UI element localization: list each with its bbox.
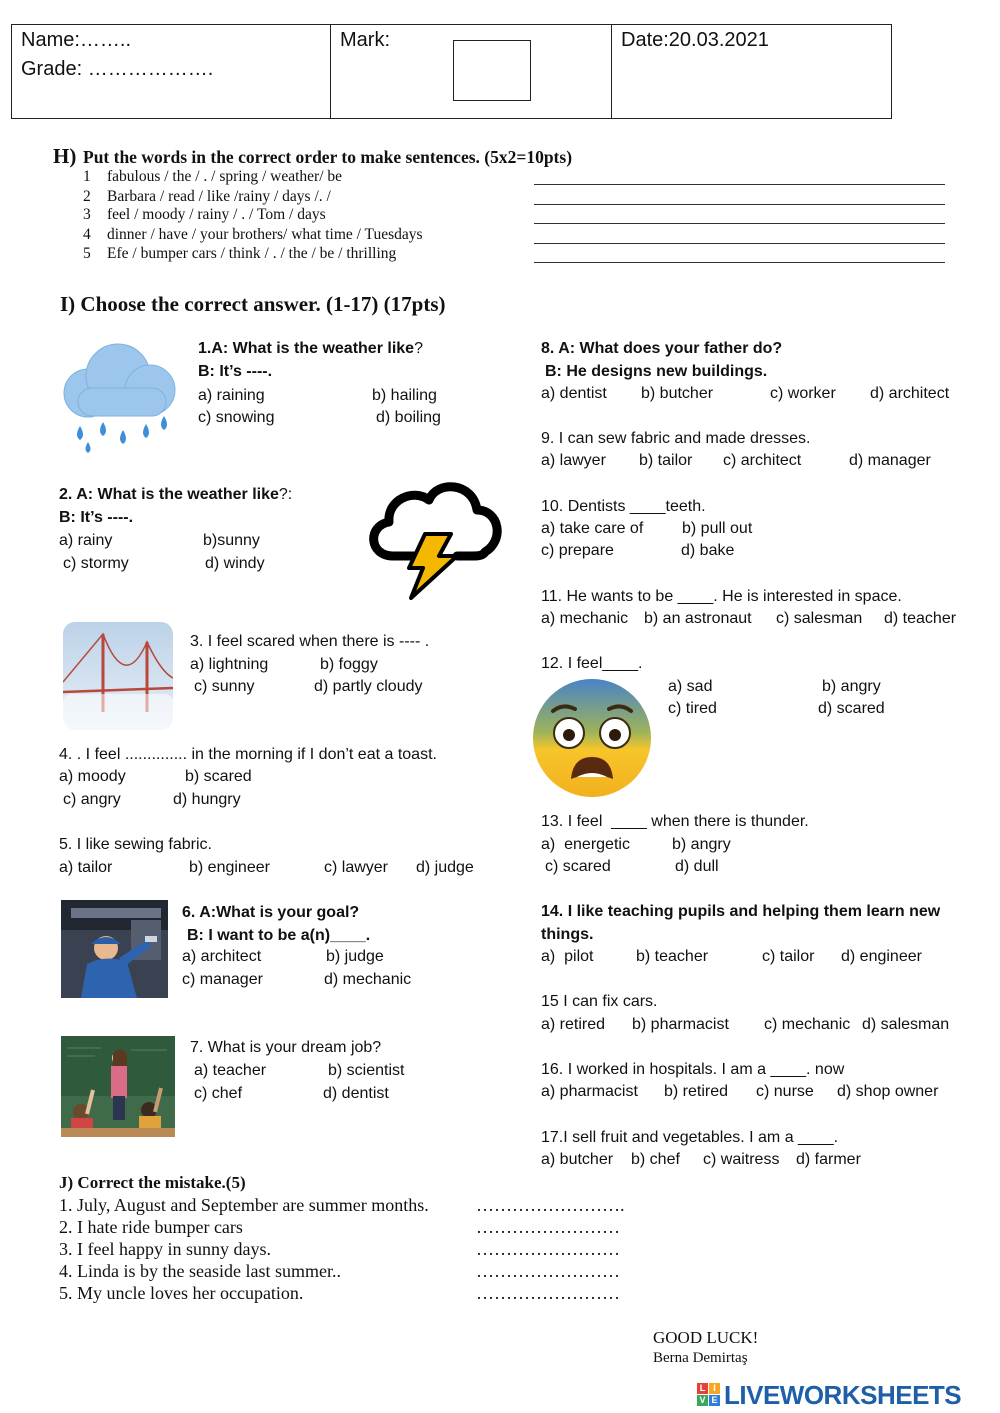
question-9-option-b[interactable]: b) tailor bbox=[639, 452, 693, 469]
section-h-item: 1 fabulous / the / . / spring / weather/ be bbox=[83, 168, 343, 185]
question-16-stem: 16. I worked in hospitals. I am a ____. now bbox=[541, 1061, 845, 1078]
question-3-stem: 3. I feel scared when there is ---- . bbox=[190, 633, 430, 650]
answer-line[interactable] bbox=[534, 223, 945, 224]
rain-cloud-icon bbox=[58, 338, 183, 458]
question-7-option-d[interactable]: d) dentist bbox=[323, 1085, 389, 1102]
question-15-option-d[interactable]: d) salesman bbox=[862, 1016, 950, 1033]
question-4-option-c[interactable]: c) angry bbox=[63, 791, 121, 808]
question-16-option-d[interactable]: d) shop owner bbox=[837, 1083, 939, 1100]
section-j-item: 1. July, August and September are summer months. bbox=[59, 1195, 429, 1215]
section-h-letter: H) bbox=[53, 144, 77, 168]
mark-cell bbox=[331, 25, 612, 118]
question-5-option-d[interactable]: d) judge bbox=[416, 859, 474, 876]
question-1-stem-b: B: It’s ----. bbox=[198, 362, 273, 380]
question-12-option-a[interactable]: a) sad bbox=[668, 678, 713, 695]
section-j-item: 3. I feel happy in sunny days. bbox=[59, 1239, 271, 1259]
question-17-option-b[interactable]: b) chef bbox=[631, 1151, 680, 1168]
question-5-option-c[interactable]: c) lawyer bbox=[324, 859, 389, 876]
correction-answer-field[interactable]: …………………… bbox=[476, 1239, 620, 1259]
author-name: Berna Demirtaş bbox=[653, 1350, 748, 1366]
question-12-option-d[interactable]: d) scared bbox=[818, 700, 885, 717]
question-9-option-a[interactable]: a) lawyer bbox=[541, 452, 606, 469]
question-2-stem-b: B: It’s ----. bbox=[59, 508, 134, 526]
question-7-stem: 7. What is your dream job? bbox=[190, 1039, 382, 1056]
name-field[interactable]: Name:…….. bbox=[21, 29, 132, 51]
question-8-option-b[interactable]: b) butcher bbox=[641, 385, 714, 402]
good-luck-text: GOOD LUCK! bbox=[653, 1328, 759, 1347]
question-16-option-b[interactable]: b) retired bbox=[664, 1083, 729, 1100]
question-7-option-b[interactable]: b) scientist bbox=[328, 1062, 405, 1079]
foggy-bridge-icon bbox=[63, 622, 173, 730]
question-7-option-c[interactable]: c) chef bbox=[194, 1085, 243, 1102]
question-8-stem-b: B: He designs new buildings. bbox=[545, 362, 768, 380]
question-14-option-d[interactable]: d) engineer bbox=[841, 948, 922, 965]
liveworksheets-badge-icon: L I V E bbox=[697, 1383, 721, 1407]
question-8-option-a[interactable]: a) dentist bbox=[541, 385, 607, 402]
question-10-option-c[interactable]: c) prepare bbox=[541, 542, 614, 559]
answer-line[interactable] bbox=[534, 184, 945, 185]
question-13-option-a[interactable]: a) energetic bbox=[541, 836, 630, 853]
section-j-title: J) Correct the mistake.(5) bbox=[59, 1173, 246, 1192]
question-1-option-c[interactable]: c) snowing bbox=[198, 409, 275, 426]
question-13-option-c[interactable]: c) scared bbox=[545, 858, 611, 875]
question-11-stem: 11. He wants to be ____. He is interested in space. bbox=[541, 588, 902, 605]
question-2-option-b[interactable]: b)sunny bbox=[203, 532, 260, 549]
section-i-title: I) Choose the correct answer. (1-17) (17pts) bbox=[60, 292, 446, 316]
storm-cloud-icon bbox=[365, 476, 505, 600]
question-8-option-c[interactable]: c) worker bbox=[770, 385, 836, 402]
question-16-option-c[interactable]: c) nurse bbox=[756, 1083, 814, 1100]
classroom-photo bbox=[61, 1036, 175, 1137]
question-6-stem-b: B: I want to be a(n)____. bbox=[187, 926, 371, 944]
question-17-option-a[interactable]: a) butcher bbox=[541, 1151, 614, 1168]
liveworksheets-logo[interactable] bbox=[697, 1380, 997, 1410]
date-cell bbox=[612, 25, 891, 118]
answer-line[interactable] bbox=[534, 204, 945, 205]
question-10-option-d[interactable]: d) bake bbox=[681, 542, 735, 559]
liveworksheets-wordmark: LIVEWORKSHEETS bbox=[724, 1380, 962, 1410]
question-14-option-b[interactable]: b) teacher bbox=[636, 948, 709, 965]
section-j-item: 4. Linda is by the seaside last summer.. bbox=[59, 1261, 341, 1281]
correction-answer-field[interactable]: …………………… bbox=[476, 1283, 620, 1303]
section-h-title: Put the words in the correct order to make sentences. (5x2=10pts) bbox=[83, 147, 573, 167]
question-1-option-d[interactable]: d) boiling bbox=[376, 409, 441, 426]
question-11-option-b[interactable]: b) an astronaut bbox=[644, 610, 752, 627]
question-17-option-d[interactable]: d) farmer bbox=[796, 1151, 861, 1168]
question-4-stem: 4. . I feel .............. in the morning if I don’t eat a toast. bbox=[59, 746, 437, 763]
correction-answer-field[interactable]: …………………… bbox=[476, 1217, 620, 1237]
question-5-option-b[interactable]: b) engineer bbox=[189, 859, 270, 876]
section-h-item: 2 Barbara / read / like /rainy / days /. / bbox=[83, 188, 331, 205]
question-15-stem: 15 I can fix cars. bbox=[541, 993, 658, 1010]
question-3-option-b[interactable]: b) foggy bbox=[320, 656, 378, 673]
question-3-option-c[interactable]: c) sunny bbox=[194, 678, 255, 695]
question-8 bbox=[541, 338, 782, 383]
correction-answer-field[interactable]: …………………… bbox=[476, 1261, 620, 1281]
question-9-option-c[interactable]: c) architect bbox=[723, 452, 802, 469]
question-5-option-a[interactable]: a) tailor bbox=[59, 859, 113, 876]
question-15-option-b[interactable]: b) pharmacist bbox=[632, 1016, 729, 1033]
question-6-option-d[interactable]: d) mechanic bbox=[324, 971, 412, 988]
section-j-item: 5. My uncle loves her occupation. bbox=[59, 1283, 304, 1303]
question-16-option-a[interactable]: a) pharmacist bbox=[541, 1083, 638, 1100]
section-h-item: 3 feel / moody / rainy / . / Tom / days bbox=[83, 206, 326, 223]
question-2-option-d[interactable]: d) windy bbox=[205, 555, 265, 572]
question-14-option-a[interactable]: a) pilot bbox=[541, 948, 594, 965]
question-3-option-d[interactable]: d) partly cloudy bbox=[314, 678, 423, 695]
question-13-option-b[interactable]: b) angry bbox=[672, 836, 731, 853]
correction-answer-field[interactable]: ……………………. bbox=[476, 1195, 625, 1215]
question-4-option-d[interactable]: d) hungry bbox=[173, 791, 241, 808]
question-7-option-a[interactable]: a) teacher bbox=[194, 1062, 267, 1079]
question-6-option-a[interactable]: a) architect bbox=[182, 948, 262, 965]
grade-field[interactable]: Grade: ………………. bbox=[21, 58, 214, 80]
question-15-option-c[interactable]: c) mechanic bbox=[764, 1016, 851, 1033]
question-6 bbox=[182, 902, 370, 947]
question-11-option-a[interactable]: a) mechanic bbox=[541, 610, 629, 627]
question-15-option-a[interactable]: a) retired bbox=[541, 1016, 606, 1033]
question-12-option-c[interactable]: c) tired bbox=[668, 700, 717, 717]
question-6-stem: 6. A:What is your goal? bbox=[182, 904, 360, 921]
question-5-stem: 5. I like sewing fabric. bbox=[59, 836, 212, 853]
question-4-option-a[interactable]: a) moody bbox=[59, 768, 126, 785]
scared-face-emoji-icon bbox=[531, 677, 653, 799]
question-12-option-b[interactable]: b) angry bbox=[822, 678, 881, 695]
question-14 bbox=[541, 901, 940, 946]
question-1: 1.A: What is the weather like? B: It’s ----. bbox=[198, 338, 423, 383]
question-1-option-a[interactable]: a) raining bbox=[198, 387, 265, 404]
question-10-option-a[interactable]: a) take care of bbox=[541, 520, 644, 537]
question-2-option-a[interactable]: a) rainy bbox=[59, 532, 113, 549]
question-1-stem: 1.A: What is the weather like bbox=[198, 340, 415, 357]
question-11-option-d[interactable]: d) teacher bbox=[884, 610, 957, 627]
question-10-option-b[interactable]: b) pull out bbox=[682, 520, 753, 537]
question-9-stem: 9. I can sew fabric and made dresses. bbox=[541, 430, 811, 447]
question-6-option-c[interactable]: c) manager bbox=[182, 971, 263, 988]
mark-box bbox=[453, 40, 531, 101]
question-8-option-d[interactable]: d) architect bbox=[870, 385, 950, 402]
question-9-option-d[interactable]: d) manager bbox=[849, 452, 931, 469]
question-1-option-b[interactable]: b) hailing bbox=[372, 387, 437, 404]
question-14-option-c[interactable]: c) tailor bbox=[762, 948, 815, 965]
question-4-option-b[interactable]: b) scared bbox=[185, 768, 252, 785]
mark-label: Mark: bbox=[340, 29, 390, 51]
question-11-option-c[interactable]: c) salesman bbox=[776, 610, 863, 627]
section-h-item: 4 dinner / have / your brothers/ what time / Tuesdays bbox=[83, 226, 423, 243]
answer-line[interactable] bbox=[534, 243, 945, 244]
question-3-option-a[interactable]: a) lightning bbox=[190, 656, 269, 673]
section-j-item: 2. I hate ride bumper cars bbox=[59, 1217, 243, 1237]
question-2-stem: 2. A: What is the weather like bbox=[59, 486, 279, 503]
question-6-option-b[interactable]: b) judge bbox=[326, 948, 384, 965]
header-table bbox=[11, 24, 892, 119]
question-17-option-c[interactable]: c) waitress bbox=[703, 1151, 780, 1168]
question-10-stem: 10. Dentists ____teeth. bbox=[541, 498, 706, 515]
question-14-stem-b: things. bbox=[541, 925, 594, 943]
question-2-option-c[interactable]: c) stormy bbox=[63, 555, 129, 572]
section-h-item: 5 Efe / bumper cars / think / . / the / be / thrilling bbox=[83, 245, 397, 262]
question-2: 2. A: What is the weather like?: B: It’s ----. bbox=[59, 484, 292, 529]
question-13-option-d[interactable]: d) dull bbox=[675, 858, 719, 875]
question-17-stem: 17.I sell fruit and vegetables. I am a ____. bbox=[541, 1129, 839, 1146]
question-14-stem: 14. I like teaching pupils and helping them learn new bbox=[541, 903, 941, 920]
name-grade-cell bbox=[12, 25, 331, 118]
mechanic-photo bbox=[61, 900, 168, 998]
answer-line[interactable] bbox=[534, 262, 945, 263]
question-12-stem: 12. I feel____. bbox=[541, 655, 643, 672]
date-label: Date:20.03.2021 bbox=[621, 29, 769, 51]
question-13-stem: 13. I feel ____ when there is thunder. bbox=[541, 813, 809, 830]
question-8-stem: 8. A: What does your father do? bbox=[541, 340, 783, 357]
